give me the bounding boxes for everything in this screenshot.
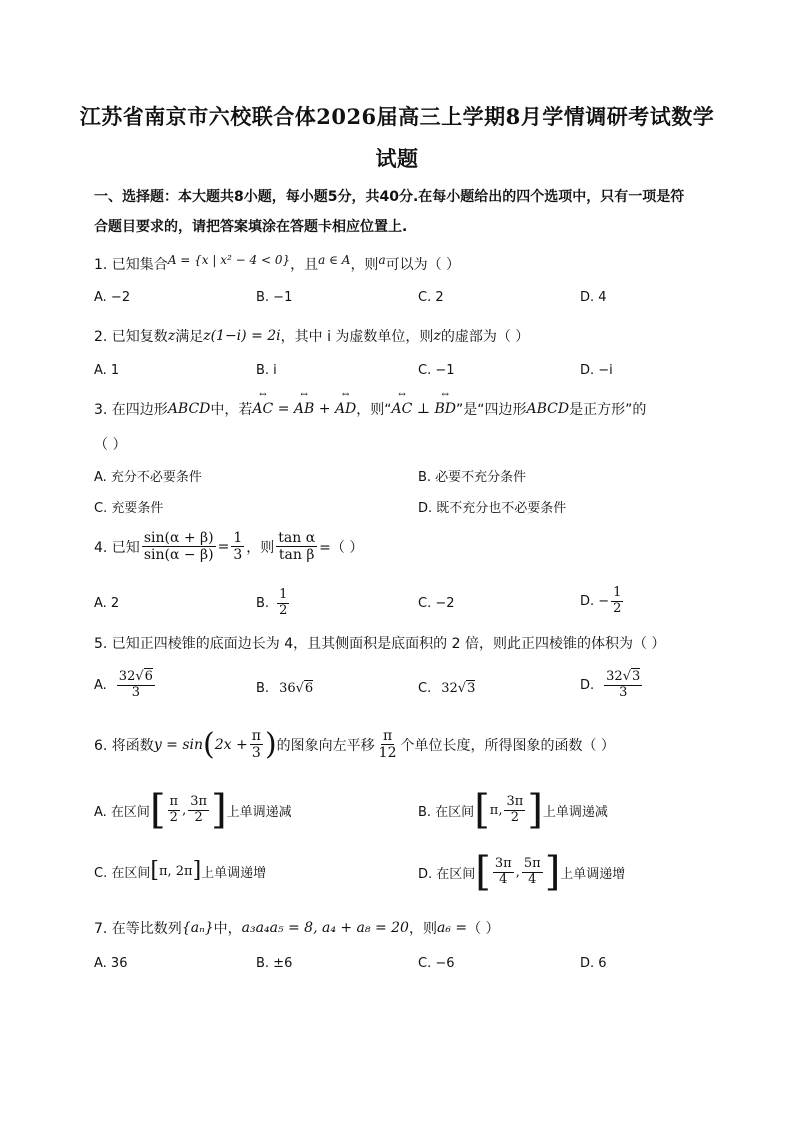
q3-equals-sign: = xyxy=(273,401,294,417)
q5-option-a-den: 3 xyxy=(131,684,140,700)
q3-end: 是正方形”的 xyxy=(569,402,647,418)
q7-option-d[interactable]: D. 6 xyxy=(580,956,607,971)
q3-perp-sign: ⊥ xyxy=(412,401,435,417)
q6-arg-den: 3 xyxy=(251,745,261,762)
q1-option-c[interactable]: C. 2 xyxy=(418,290,444,305)
q6-option-a[interactable] xyxy=(94,787,292,833)
q1-tail: ，则 xyxy=(350,257,379,273)
q6-a-left-bracket: [ xyxy=(149,787,166,833)
q5-option-c-label: C. xyxy=(418,680,432,696)
q6-a-n2: 3π xyxy=(190,793,208,809)
q4-end: =（ ） xyxy=(319,539,364,556)
q6-arg-a: 2x + xyxy=(214,736,248,753)
q6-option-c-label: C. 在区间 xyxy=(94,865,151,881)
q1-option-d[interactable]: D. 4 xyxy=(580,290,607,305)
q6-d-comma: , xyxy=(515,864,520,880)
q6-d-d1: 4 xyxy=(499,871,508,887)
q7-mid2: ，则 xyxy=(408,921,437,937)
q5-option-a-label: A. xyxy=(94,677,107,693)
q4-ask-denominator: tan β xyxy=(278,547,315,564)
q4-mid: ，则 xyxy=(246,539,275,556)
q4-given-fraction xyxy=(142,530,216,563)
q4-given-numerator: sin(α + β) xyxy=(143,530,214,546)
q6-mid: 的图象向左平移 xyxy=(276,737,375,754)
q3-option-c[interactable]: C. 充要条件 xyxy=(94,501,164,516)
question-7 xyxy=(94,918,500,938)
section-heading-line2: 合题目要求的，请把答案填涂在答题卡相应位置上. xyxy=(94,219,408,235)
question-4 xyxy=(94,530,363,563)
q4-option-a[interactable]: A. 2 xyxy=(94,596,120,611)
q2-equation: z(1−i) = 2i xyxy=(203,328,281,344)
q5-c-radicand: 3 xyxy=(467,681,476,696)
q2-z2: z xyxy=(433,328,441,344)
q6-end: 个单位长度，所得图象的函数（ ） xyxy=(400,737,615,754)
q2-mid2: ，其中 i 为虚数单位，则 xyxy=(280,329,434,345)
q6-a-d1: 2 xyxy=(169,809,178,825)
q4-option-d-den: 2 xyxy=(613,600,622,616)
q6-b-n2: 3π xyxy=(506,793,524,809)
q3-quad: ABCD xyxy=(167,401,211,417)
q5-option-a-num xyxy=(117,670,155,686)
q3-vector-ac: ↔ AC xyxy=(252,401,273,417)
q6-option-d[interactable] xyxy=(418,849,626,895)
q7-mid: 中， xyxy=(213,921,242,937)
q6-b-d2: 2 xyxy=(510,809,520,825)
q4-option-d-num: 1 xyxy=(613,585,622,600)
q3-perp-bd: ↔ BD xyxy=(434,401,456,417)
q4-value-denominator: 3 xyxy=(233,547,243,564)
q6-a-frac2 xyxy=(188,795,209,826)
q6-d-frac1 xyxy=(493,857,514,888)
q5-option-b-label: B. xyxy=(256,680,270,696)
q6-d-n2: 5π xyxy=(523,855,541,871)
q4-option-b-den: 2 xyxy=(279,602,288,618)
q1-set: A = {x | x² − 4 < 0} xyxy=(167,253,291,267)
q6-c-left-bracket: [ xyxy=(150,858,159,883)
q3-option-d[interactable]: D. 既不充分也不必要条件 xyxy=(418,501,567,516)
q3-vector-ab: ↔ AB xyxy=(294,401,314,417)
q6-option-c[interactable] xyxy=(94,860,266,882)
q2-option-d[interactable]: D. −i xyxy=(580,363,613,378)
q6-d-left-bracket: [ xyxy=(475,849,491,895)
q4-option-b-label: B. xyxy=(256,595,270,611)
q4-value-fraction xyxy=(231,530,244,563)
q4-given-denominator: sin(α − β) xyxy=(143,547,214,564)
section-heading-line1: 一、选择题：本大题共8小题，每小题5分，共40分.在每小题给出的四个选项中，只有一项是符 xyxy=(94,189,685,205)
q5-b-radicand: 6 xyxy=(304,681,314,696)
q6-arg-fraction xyxy=(250,728,263,761)
q4-option-d[interactable] xyxy=(580,586,625,617)
q6-option-a-label: A. 在区间 xyxy=(94,804,150,820)
q5-option-d-label: D. xyxy=(580,677,595,693)
q5-option-d-fraction xyxy=(604,670,642,701)
q4-option-b-num: 1 xyxy=(279,587,288,602)
q6-shift-den: 12 xyxy=(378,745,397,762)
q3-prefix: 3. 在四边形 xyxy=(94,402,168,418)
q6-d-d2: 4 xyxy=(528,871,537,887)
q6-a-n1: π xyxy=(169,793,179,809)
q4-value-numerator: 1 xyxy=(233,530,243,546)
q3-option-a[interactable]: A. 充分不必要条件 xyxy=(94,470,202,485)
question-3 xyxy=(94,399,646,419)
q6-func-lhs: y = sin xyxy=(153,736,204,753)
q1-middle: ，且 xyxy=(290,257,319,273)
question-1 xyxy=(94,254,460,274)
q7-end: （ ） xyxy=(467,921,500,937)
q5-d-coef: 32 xyxy=(606,669,623,684)
q3-mid2: ，则“ xyxy=(356,402,392,418)
q4-option-d-label: D. − xyxy=(580,593,610,609)
q6-a-comma: , xyxy=(182,802,187,818)
q6-b-tail: 上单调递减 xyxy=(542,804,608,820)
q6-shift-fraction xyxy=(377,728,399,761)
q2-mid1: 满足 xyxy=(175,329,204,345)
q6-c-tail: 上单调递增 xyxy=(201,865,267,881)
q3-option-b[interactable]: B. 必要不充分条件 xyxy=(418,470,527,485)
q3-quad2: ABCD xyxy=(526,401,570,417)
question-2 xyxy=(94,326,529,346)
exam-title-line1: 江苏省南京市六校联合体2026届高三上学期8月学情调研考试数学 xyxy=(79,104,715,129)
q7-option-b[interactable]: B. ±6 xyxy=(256,956,293,971)
q3-paren: （ ） xyxy=(94,437,127,453)
q6-b-first: π, xyxy=(489,802,503,818)
q5-a-radicand: 6 xyxy=(144,669,153,684)
q2-z1: z xyxy=(167,328,176,344)
q6-a-d2: 2 xyxy=(194,809,203,825)
q4-option-b[interactable] xyxy=(256,588,291,619)
q6-arg-num: π xyxy=(251,728,261,744)
q5-option-a[interactable] xyxy=(94,670,157,701)
q7-ask: a₆ = xyxy=(436,920,468,936)
q6-option-b[interactable] xyxy=(418,787,608,833)
q4-option-b-fraction xyxy=(277,588,289,619)
q4-ask-numerator: tan α xyxy=(278,530,316,546)
q3-mid3: ”是“四边形 xyxy=(455,402,527,418)
q6-a-tail: 上单调递减 xyxy=(226,804,292,820)
q6-left-paren: ( xyxy=(203,726,215,762)
q2-end: 的虚部为（ ） xyxy=(440,329,530,345)
q5-a-coef: 32 xyxy=(118,669,136,684)
q5-b-coef: 36 xyxy=(279,680,296,696)
q5-option-c[interactable] xyxy=(418,680,475,696)
q6-option-d-label: D. 在区间 xyxy=(418,866,476,882)
q5-a-radical-sign: √ xyxy=(135,669,144,684)
q2-option-b[interactable]: B. i xyxy=(256,363,277,378)
q4-option-c[interactable]: C. −2 xyxy=(418,596,455,611)
q7-option-a[interactable]: A. 36 xyxy=(94,956,128,971)
q6-a-frac1 xyxy=(168,795,181,826)
q4-ask-fraction xyxy=(276,530,317,563)
q5-d-radical-sign: √ xyxy=(622,669,631,684)
q3-mid1: 中，若 xyxy=(210,402,253,418)
q3-plus-sign: + xyxy=(314,401,335,417)
q6-c-right-bracket: ] xyxy=(192,858,202,883)
q6-b-frac2 xyxy=(504,795,525,826)
q7-sequence: {aₙ} xyxy=(181,920,214,936)
q5-option-d-den: 3 xyxy=(619,684,628,700)
question-5: 5. 已知正四棱锥的底面边长为 4，且其侧面积是底面积的 2 倍，则此正四棱锥的体积为（ ） xyxy=(94,636,666,652)
q6-b-left-bracket: [ xyxy=(474,787,490,833)
exam-title-line2: 试题 xyxy=(375,146,419,171)
q5-option-a-fraction xyxy=(117,670,155,701)
q6-option-b-label: B. 在区间 xyxy=(418,804,475,820)
q2-option-a[interactable]: A. 1 xyxy=(94,363,120,378)
q1-option-b[interactable]: B. −1 xyxy=(256,290,293,305)
q6-prefix: 6. 将函数 xyxy=(94,737,154,754)
q6-a-right-bracket: ] xyxy=(211,787,227,833)
q5-d-radicand: 3 xyxy=(632,669,641,684)
q6-b-right-bracket: ] xyxy=(527,787,543,833)
q5-option-b[interactable] xyxy=(256,680,313,696)
q7-option-c[interactable]: C. −6 xyxy=(418,956,455,971)
q1-option-a[interactable]: A. −2 xyxy=(94,290,131,305)
q4-equals: = xyxy=(217,538,230,555)
q3-vector-ad: ↔ AD xyxy=(335,401,356,417)
q6-d-tail: 上单调递增 xyxy=(560,866,626,882)
q5-c-radical-sign: √ xyxy=(457,680,467,696)
q6-d-n1: 3π xyxy=(494,855,512,871)
q5-option-d[interactable] xyxy=(580,670,644,701)
q6-right-paren: ) xyxy=(264,726,277,762)
q4-prefix: 4. 已知 xyxy=(94,539,140,556)
q6-shift-num: π xyxy=(382,728,393,744)
q5-b-radical-sign: √ xyxy=(295,680,304,696)
q7-prefix: 7. 在等比数列 xyxy=(94,921,182,937)
question-6 xyxy=(94,728,615,761)
q6-d-right-bracket: ] xyxy=(544,849,561,895)
q6-d-frac2 xyxy=(522,857,543,888)
q4-option-d-fraction xyxy=(611,586,623,617)
q7-equation: a₃a₄a₅ = 8, a₄ + a₈ = 20 xyxy=(241,920,409,936)
q1-var: a xyxy=(378,253,386,267)
q2-option-c[interactable]: C. −1 xyxy=(418,363,455,378)
q6-c-interval: π, 2π xyxy=(158,863,193,879)
q5-option-d-num xyxy=(604,670,642,686)
q1-cond: a ∈ A xyxy=(318,253,351,267)
q5-c-coef: 32 xyxy=(441,680,458,696)
q2-prefix: 2. 已知复数 xyxy=(94,329,168,345)
q1-prefix: 1. 已知集合 xyxy=(94,257,168,273)
q3-perp-ac: ↔ AC xyxy=(392,401,413,417)
q1-end: 可以为（ ） xyxy=(385,257,461,273)
